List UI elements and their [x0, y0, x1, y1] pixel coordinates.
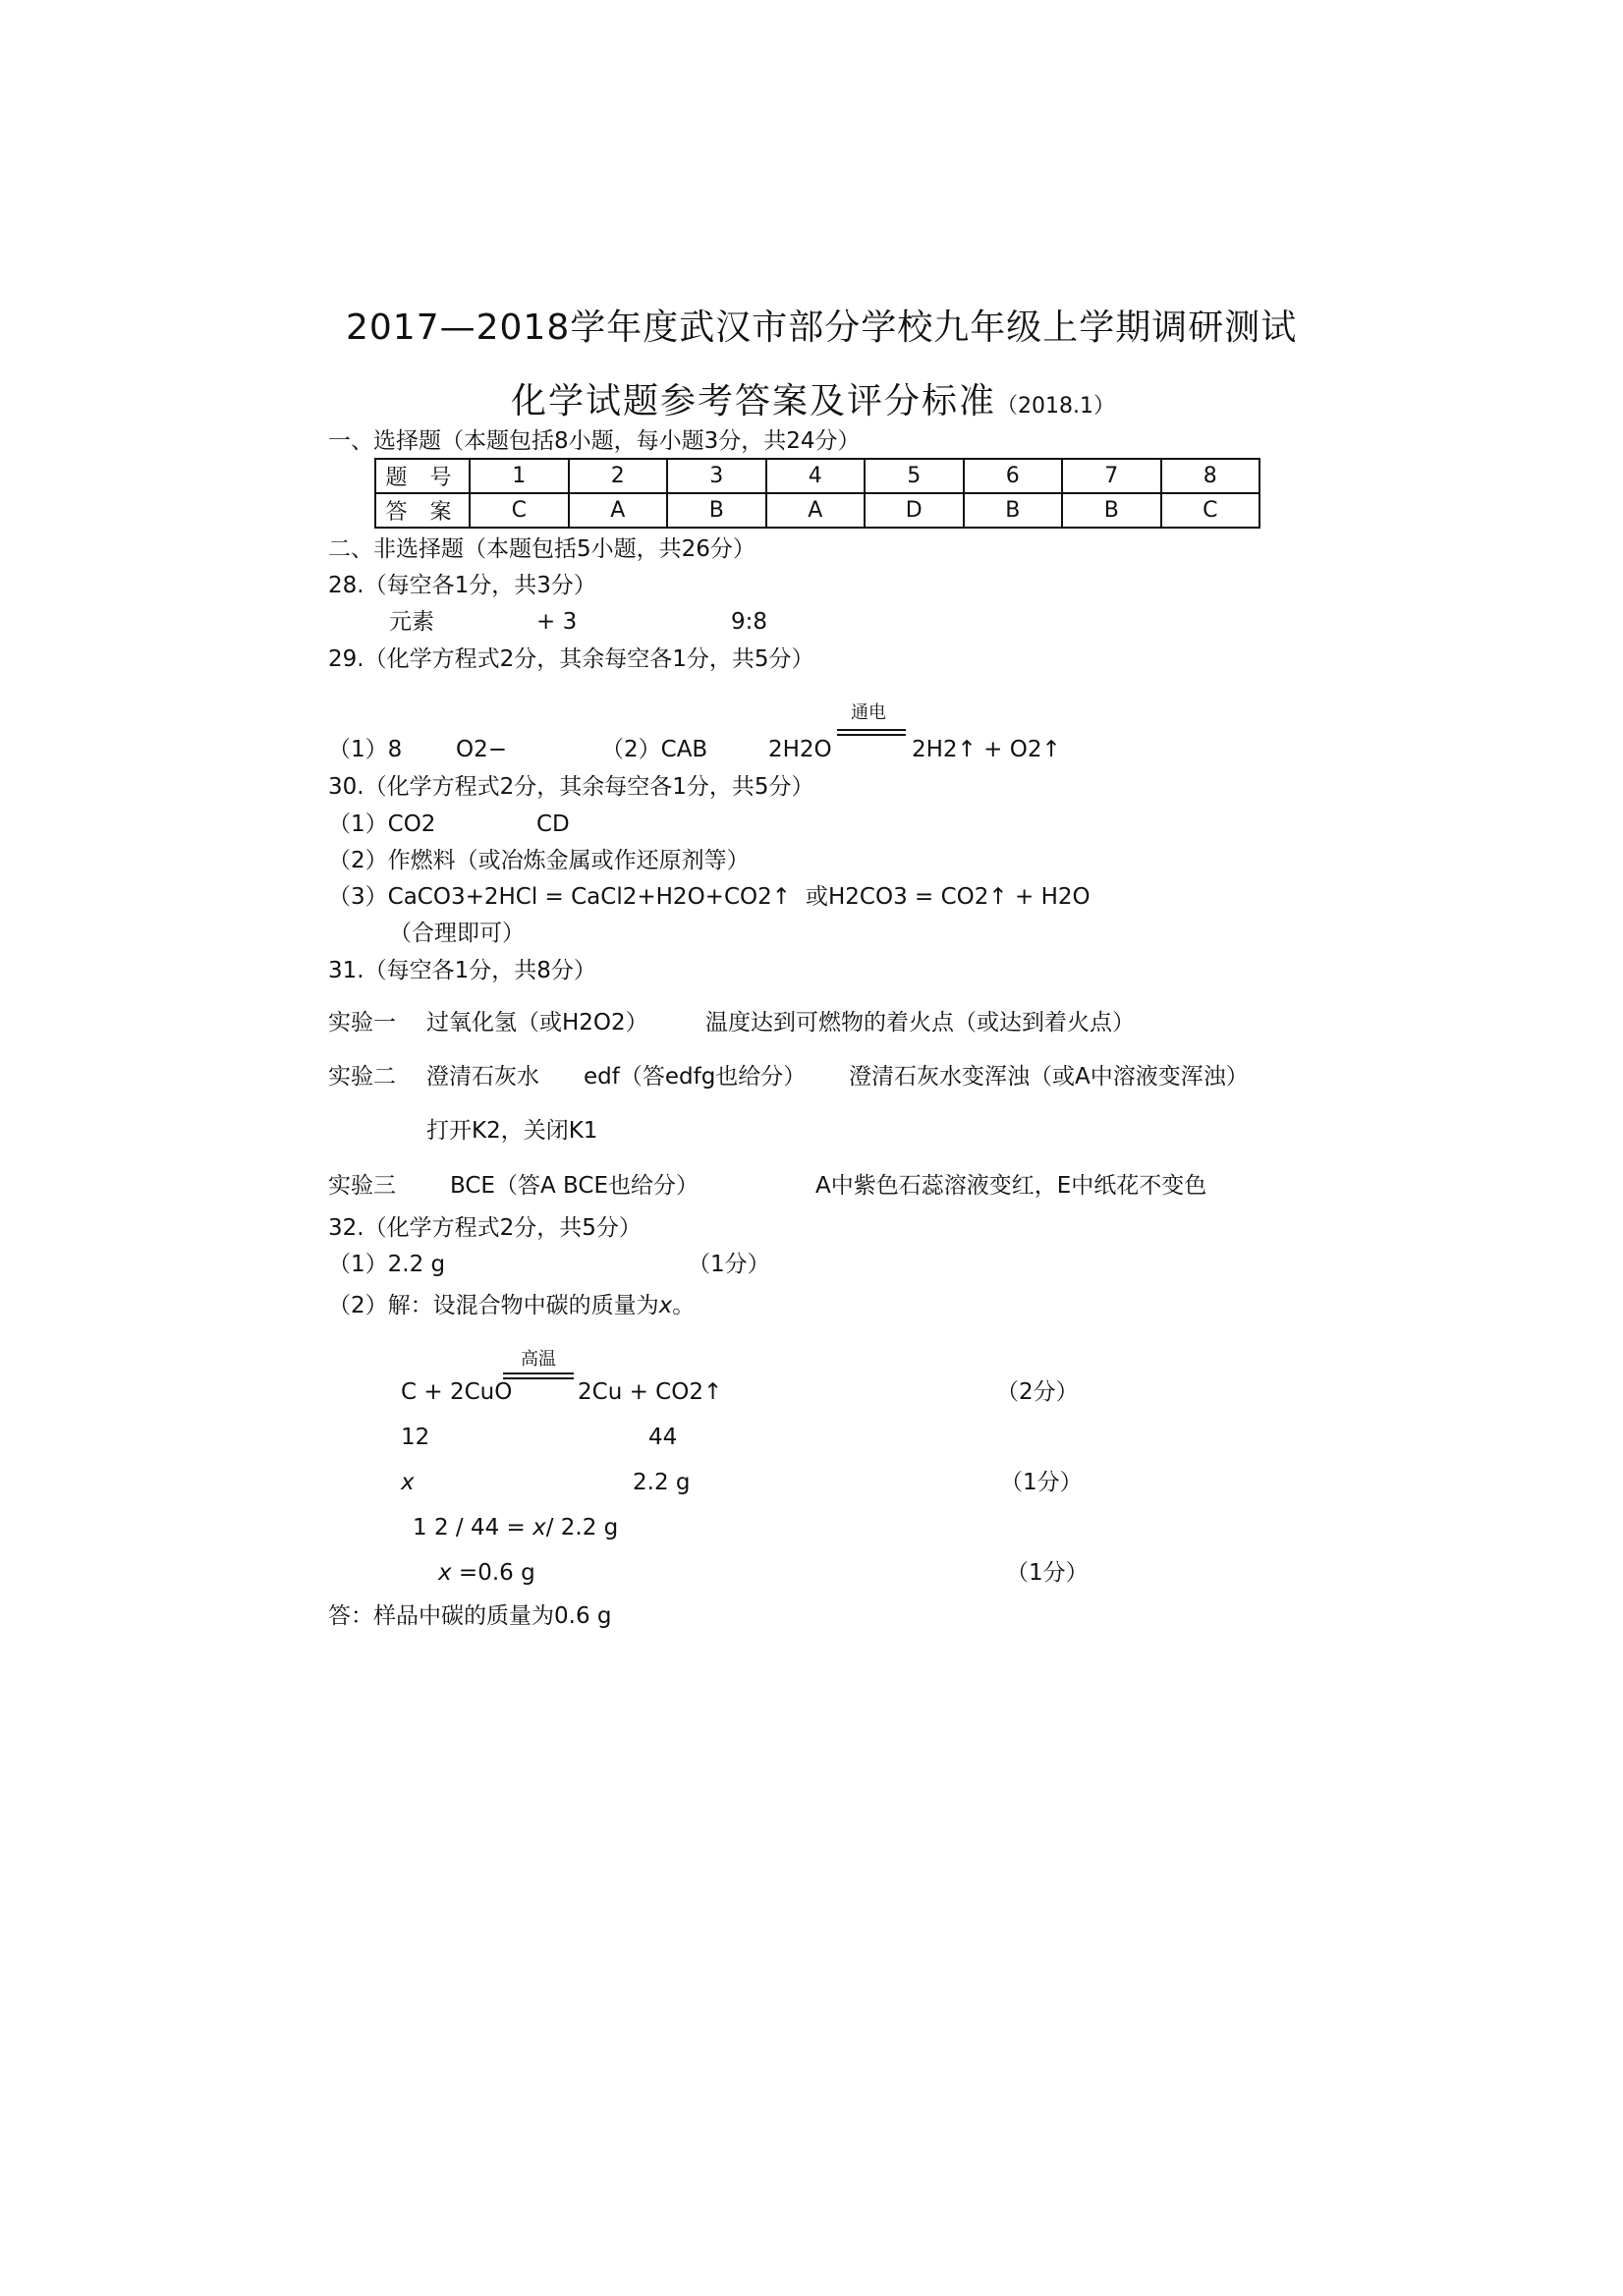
q30-part3: （3）CaCO3+2HCl = CaCl2+H2O+CO2↑ — [328, 884, 792, 910]
q32-result-x: x — [438, 1560, 452, 1586]
q29-equation-condition: 通电 — [851, 702, 886, 723]
q32-proportion — [413, 1513, 618, 1542]
q32-part2 — [328, 1291, 695, 1320]
q29-equation-lhs: 2H2O — [768, 737, 832, 762]
q30-part1-answer-b: CD — [536, 812, 570, 837]
table-cell: B — [964, 493, 1063, 528]
q32-proportion-right: / 2.2 g — [545, 1515, 619, 1540]
q31-exp1-answer-b: 温度达到可燃物的着火点（或达到着火点） — [705, 1010, 1135, 1036]
q32-proportion-x: x — [532, 1515, 546, 1540]
page-subtitle — [511, 373, 1115, 423]
q32-proportion-left: 1 2 / 44 = — [413, 1515, 533, 1540]
q32-score-b: （1分） — [1000, 1470, 1083, 1495]
q29-equation-rhs: 2H2↑ + O2↑ — [912, 737, 1061, 762]
q30-part2: （2）作燃料（或冶炼金属或作还原剂等） — [328, 848, 750, 873]
q32-result-value: =0.6 g — [451, 1560, 535, 1586]
q28-answer-1: 元素 — [389, 609, 434, 635]
q28-heading: 28.（每空各1分，共3分） — [328, 573, 596, 598]
q30-part3-alt: 或H2CO3 = CO2↑ + H2O — [806, 884, 1091, 910]
part2-heading: 二、非选择题（本题包括5小题，共26分） — [328, 536, 756, 562]
q31-exp2-answer-d: 打开K2，关闭K1 — [426, 1118, 598, 1144]
table-cell: A — [766, 493, 866, 528]
part1-heading: 一、选择题（本题包括8小题，每小题3分，共24分） — [328, 428, 861, 454]
q32-part2-end: 。 — [672, 1293, 696, 1318]
table-cell: 3 — [667, 459, 766, 493]
table-cell: 4 — [766, 459, 866, 493]
q28-answer-2: + 3 — [536, 609, 578, 635]
q29-equals-bar — [837, 729, 906, 736]
table-cell: B — [1062, 493, 1161, 528]
q32-part2-text: （2）解：设混合物中碳的质量为 — [328, 1293, 659, 1318]
q32-mass: 2.2 g — [633, 1470, 691, 1495]
q29-part2: （2）CAB — [601, 737, 708, 762]
q31-exp2-label: 实验二 — [328, 1064, 396, 1090]
table-cell: 6 — [964, 459, 1063, 493]
table-cell: 8 — [1161, 459, 1260, 493]
q32-part1-score: （1分） — [688, 1252, 770, 1277]
q32-equation-score: （2分） — [996, 1379, 1079, 1405]
q32-part1: （1）2.2 g — [328, 1252, 446, 1277]
page-title: 2017—2018学年度武汉市部分学校九年级上学期调研测试 — [346, 308, 1298, 348]
q32-equation-condition: 高温 — [521, 1349, 556, 1370]
table-cell: 7 — [1062, 459, 1161, 493]
q30-heading: 30.（化学方程式2分，其余每空各1分，共5分） — [328, 774, 814, 800]
q31-exp3-answer-a: BCE（答A BCE也给分） — [450, 1173, 699, 1199]
q29-heading: 29.（化学方程式2分，其余每空各1分，共5分） — [328, 646, 814, 672]
q31-exp3-label: 实验三 — [328, 1173, 396, 1199]
q32-ratio-a: 12 — [401, 1425, 430, 1450]
q32-equals-bar — [503, 1372, 574, 1379]
q30-part1: （1）CO2 — [328, 812, 436, 837]
q32-equation-lhs: C + 2CuO — [401, 1379, 513, 1405]
subtitle-text: 化学试题参考答案及评分标准 — [511, 381, 997, 421]
q28-answer-3: 9:8 — [731, 609, 768, 635]
table-header-number: 题 号 — [375, 459, 470, 493]
table-cell: D — [865, 493, 964, 528]
q32-var-x: x — [401, 1470, 415, 1495]
q31-exp1-answer-a: 过氧化氢（或H2O2） — [426, 1010, 648, 1036]
table-cell: 2 — [569, 459, 668, 493]
table-cell: C — [1161, 493, 1260, 528]
subtitle-date: （2018.1） — [996, 394, 1115, 419]
table-cell: 5 — [865, 459, 964, 493]
q31-exp2-answer-c: 澄清石灰水变浑浊（或A中溶液变浑浊） — [849, 1064, 1249, 1090]
q32-ratio-b: 44 — [648, 1425, 678, 1450]
q32-part2-variable: x — [658, 1293, 673, 1318]
q31-exp1-label: 实验一 — [328, 1010, 396, 1036]
q31-exp2-answer-a: 澄清石灰水 — [426, 1064, 539, 1090]
table-cell: A — [569, 493, 668, 528]
q32-equation-rhs: 2Cu + CO2↑ — [578, 1379, 723, 1405]
q29-answer-ion: O2− — [456, 737, 508, 762]
table-row-answers — [375, 493, 1259, 528]
q31-exp3-answer-b: A中紫色石蕊溶液变红，E中纸花不变色 — [815, 1173, 1207, 1199]
table-header-answer: 答 案 — [375, 493, 470, 528]
table-cell: B — [667, 493, 766, 528]
q29-part1: （1）8 — [328, 737, 403, 762]
table-cell: 1 — [470, 459, 569, 493]
table-cell: C — [470, 493, 569, 528]
table-row-numbers — [375, 459, 1259, 493]
q32-result — [438, 1558, 535, 1588]
q32-conclusion: 答：样品中碳的质量为0.6 g — [328, 1603, 612, 1629]
answer-table — [374, 458, 1260, 529]
q31-heading: 31.（每空各1分，共8分） — [328, 958, 596, 983]
q32-score-c: （1分） — [1006, 1560, 1089, 1586]
q30-part3-note: （合理即可） — [389, 921, 525, 946]
q32-heading: 32.（化学方程式2分，共5分） — [328, 1215, 642, 1241]
q31-exp2-answer-b: edf（答edfg也给分） — [584, 1064, 807, 1090]
